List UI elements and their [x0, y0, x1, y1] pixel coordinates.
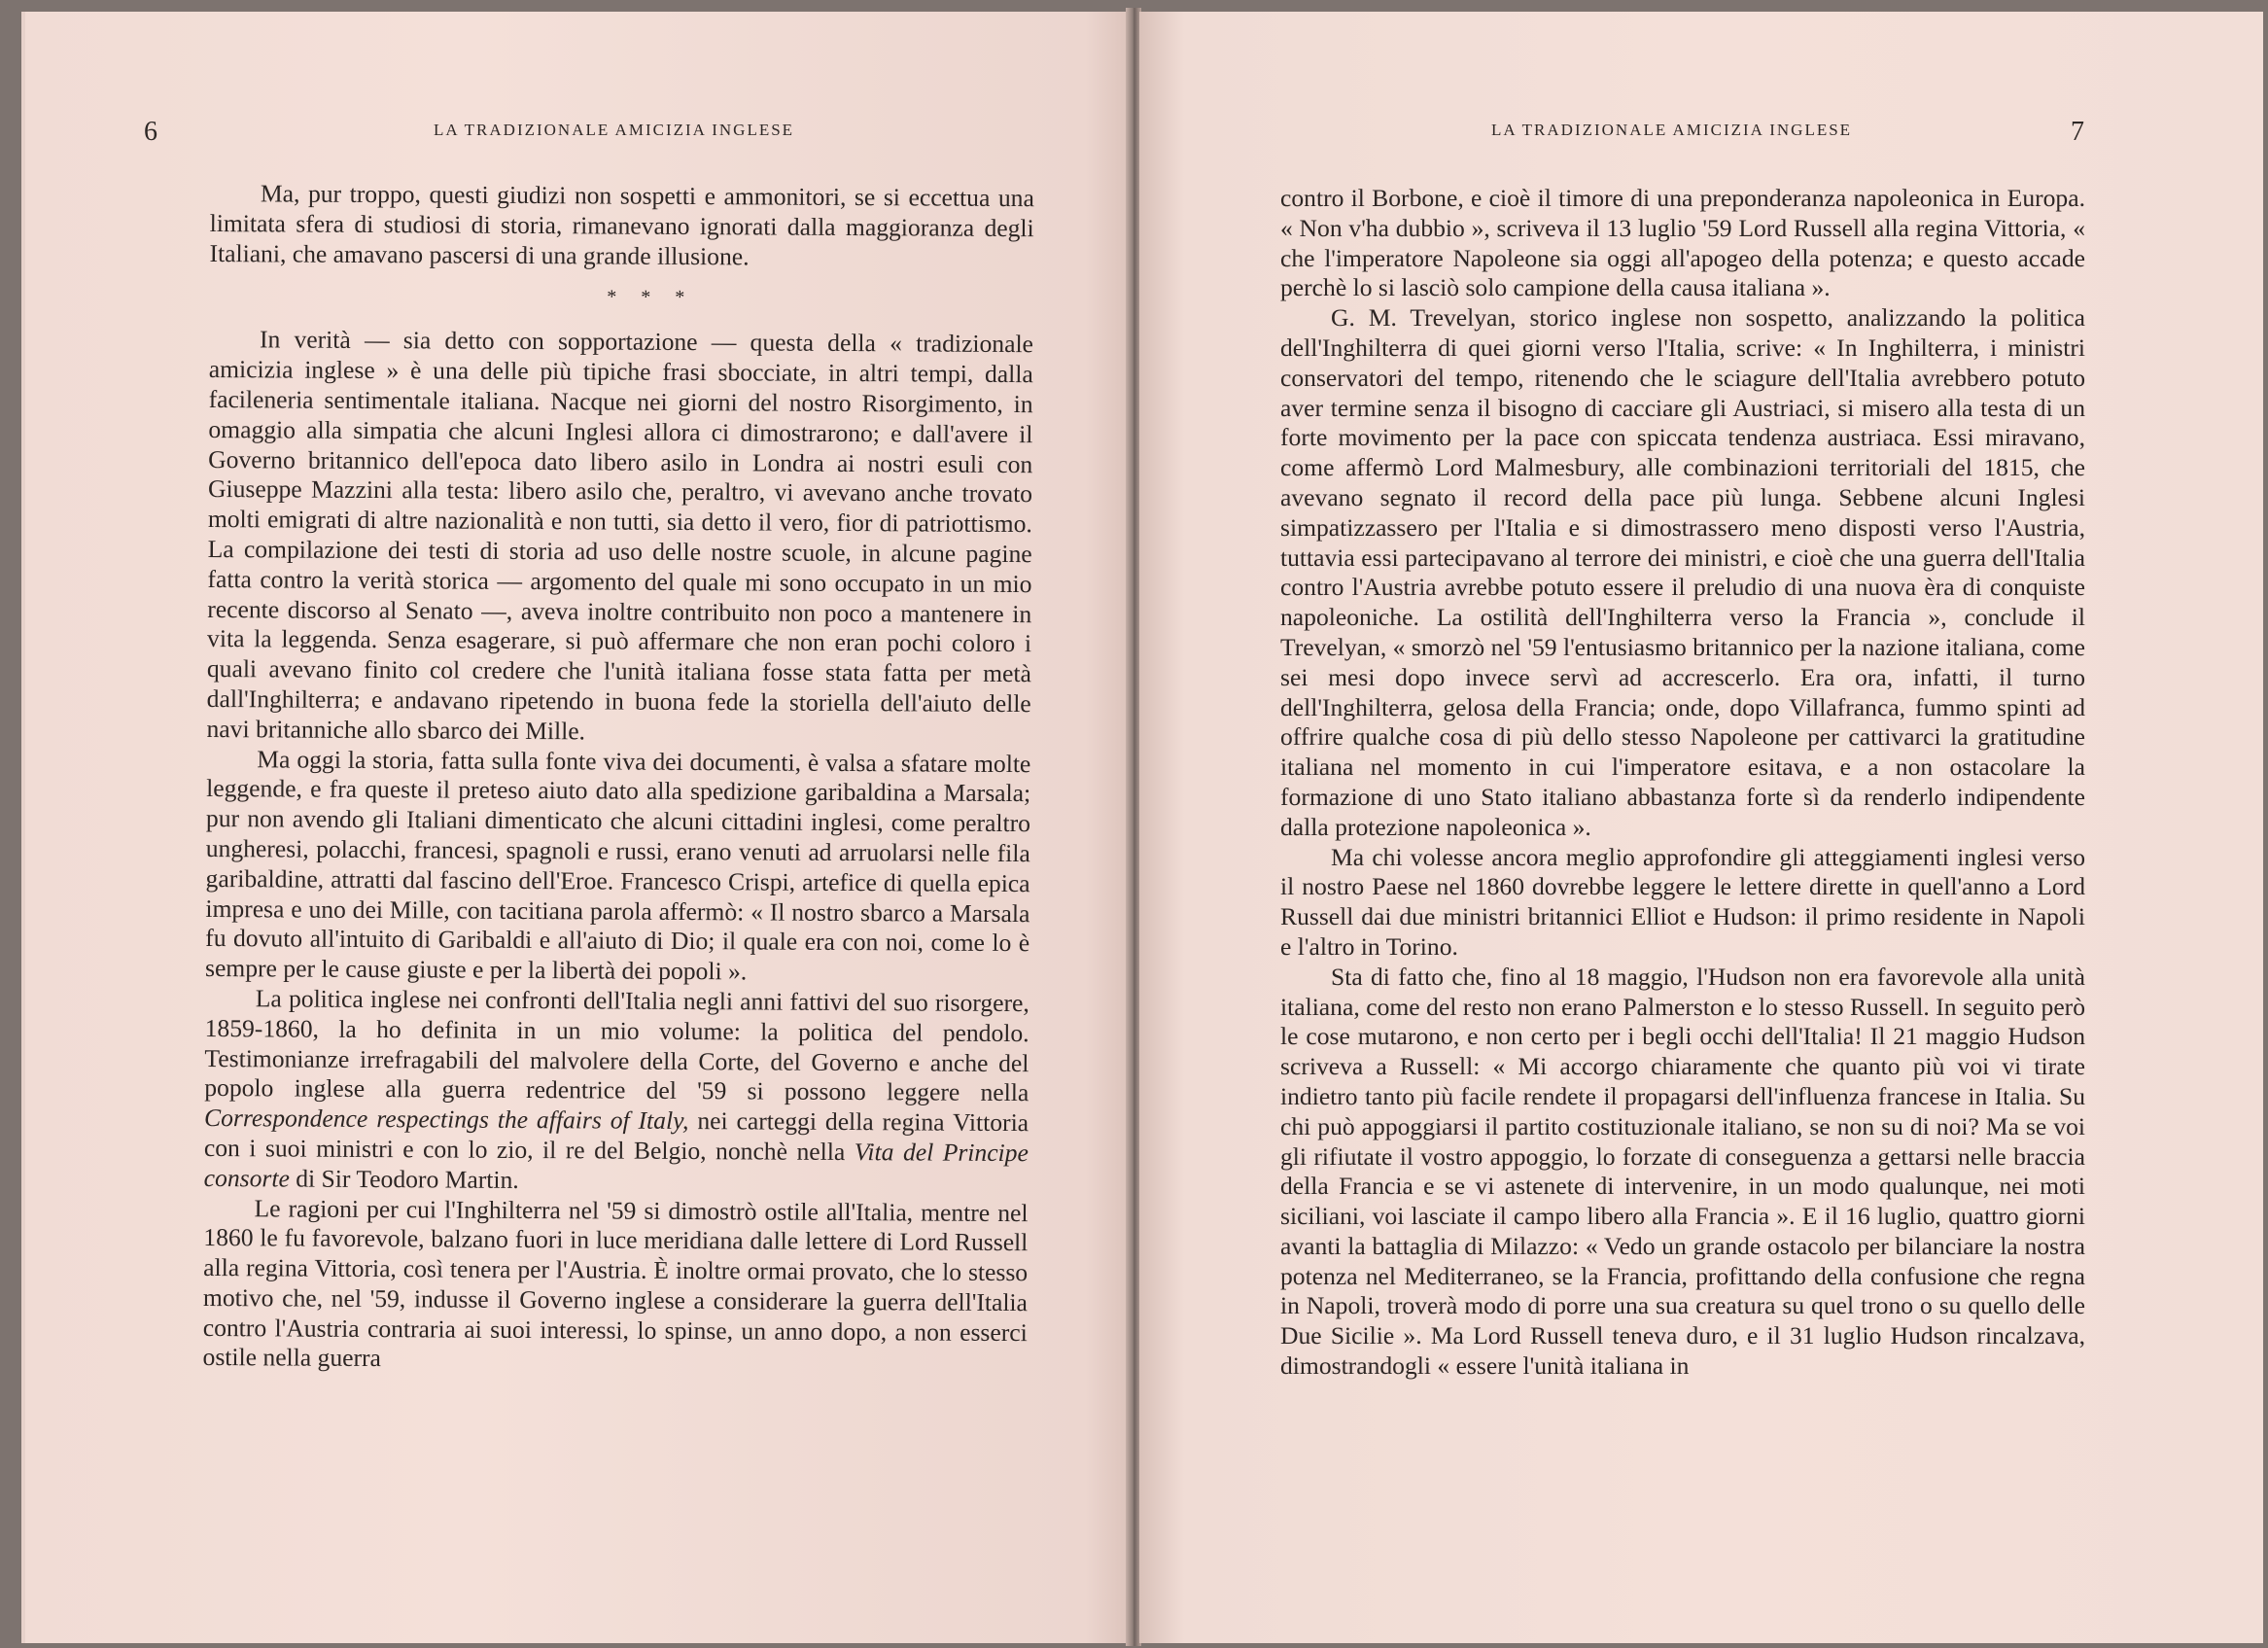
paragraph: G. M. Trevelyan, storico inglese non sospetto, analizzando la politica dell'Inghilterra di quei giorni verso l'Italia, scrive: « In Inghilterra, i ministri conservatori del tempo, ritenendo che le sciagure dell'Italia avrebbero potuto aver termine senza il bisogno di cacciare gli Austriaci, si misero alla testa di un forte movimento per la pace con spiccata tendenza austriaca. Essi miravano, come affermò Lord Malmesbury, alle combinazioni territoriali del 1815, che avevano segnato il record della pace più lunga. Sebbene alcuni Inglesi simpatizzassero per l'Italia e si dimostrassero meno disposti verso l'Austria, tuttavia essi partecipavano al terrore dei ministri, e cioè che una guerra dell'Italia contro l'Austria avrebbe potuto essere il preludio di una nuova èra di conquiste napoleoniche. La ostilità dell'Inghilterra verso la Francia », conclude il Trevelyan, « smorzò nel '59 l'entusiasmo britannico per la nazione italiana, come sei mesi dopo invece servì ad accrescerlo. Era ora, infatti, il turno dell'Inghilterra, gelosa della Francia; onde, dopo Villafranca, fummo spinti ad offrire qualche cosa di più dello stesso Napoleone per cattivarci la gratitudine italiana nel momento in cui l'imperatore esitava, e a non ostacolare la formazione di uno Stato italiano abbastanza forte sì da renderlo indipendente dalla protezione napoleonica ». [1280, 303, 2085, 841]
paragraph-text: nei carteggi della regina Vittoria con i suoi ministri e con lo zio, il re del Belgio, nonchè nella [203, 1106, 1029, 1166]
left-page [21, 12, 1130, 1643]
paragraph: Sta di fatto che, fino al 18 maggio, l'Hudson non era favorevole alla unità italiana, come del resto non erano Palmerston e lo stesso Russell. In seguito però le cose mutarono, e non certo per i begli occhi dell'Italia! Il 21 maggio Hudson scriveva a Russell: « Mi accorgo chiaramente che quanto più voi vi tirate indietro tanto più facile rendete il propagarsi dell'influenza francese in Italia. Su chi può appoggiarsi il partito costituzionale italiano, se non su di noi? Ma se voi gli rifiutate il vostro appoggio, lo forzate di conseguenza a gettarsi nelle braccia della Francia e se vi astenete di intervenire, in un modo qualunque, nei moti siciliani, voi lasciate il campo libero alla Francia ». E il 16 luglio, quattro giorni avanti la battaglia di Milazzo: « Vedo un grande ostacolo per bilanciare la nostra potenza nel Mediterraneo, se la Francia, profittando della confusione che regna in Napoli, troverà modo di porre una sua creatura su quel trono o su quello delle Due Sicilie ». Ma Lord Russell teneva duro, e il 31 luglio Hudson rincalzava, dimostrandogli « essere l'unità italiana in [1280, 962, 2085, 1381]
paragraph: In verità — sia detto con sopportazione — questa della « tradizionale amicizia inglese » è una delle più tipiche frasi sbocciate, in altri tempi, dalla facileneria sentimentale italiana. Nacque nei giorni del nostro Risorgimento, in omaggio alla simpatia che alcuni Inglesi allora ci dimostrarono; e dall'avere il Governo britannico dell'epoca dato libero asilo in Londra ai nostri esuli con Giuseppe Mazzini alla testa: libero asilo che, peraltro, vi avevano anche trovato molti emigrati di altre nazionalità e non tutti, sia detto il vero, fior di patriottismo. La compilazione dei testi di storia ad uso delle nostre scuole, in alcune pagine fatta contro la verità storica — argomento del quale mi sono occupato in un mio recente discorso al Senato —, aveva inoltre contribuito non poco a mantenere in vita la leggenda. Senza esagerare, si può affermare che non eran pochi coloro i quali avevano finito col credere che l'unità italiana fosse stata fatta per metà dall'Inghilterra; e andavano ripetendo in buona fede la storiella dell'aiuto delle navi britanniche allo sbarco dei Mille. [206, 325, 1034, 746]
page-number: 6 [144, 117, 157, 147]
running-head: LA TRADIZIONALE AMICIZIA INGLESE [434, 121, 795, 139]
running-head: LA TRADIZIONALE AMICIZIA INGLESE [1491, 121, 1853, 139]
right-page [1139, 12, 2263, 1643]
paragraph: contro il Borbone, e cioè il timore di una preponderanza napoleonica in Europa. « Non v'ha dubbio », scriveva il 13 luglio '59 Lord Russell alla regina Vittoria, « che l'imperatore Napoleone sia oggi all'apogeo della potenza; e questo accade perchè lo si lasciò solo campione della causa italiana ». [1280, 184, 2085, 302]
section-separator: * * * [607, 286, 695, 309]
left-text-block [202, 179, 1033, 1378]
paragraph: Ma, pur troppo, questi giudizi non sospetti e ammonitori, se si eccettua una limitata sfera di studiosi di storia, rimanevano ignorati dalla maggioranza degli Italiani, che amavano pascersi di una grande illusione. [209, 179, 1034, 270]
right-text-block [1280, 184, 2085, 1382]
paragraph-text: di Sir Teodoro Martin. [289, 1164, 519, 1194]
paragraph: Le ragioni per cui l'Inghilterra nel '59 si dimostrò ostile all'Italia, mentre nel 1860 le fu favorevole, balzano fuori in luce meridiana dalle lettere di Lord Russell alla regina Vittoria, così tenera per l'Austria. È inoltre ormai provato, che lo stesso motivo che, nel '59, indusse il Governo inglese a considerare la guerra dell'Italia contro l'Austria contraria ai suoi interessi, lo spinse, un anno dopo, a non esserci ostile nella guerra [202, 1193, 1029, 1373]
page-number: 7 [2071, 117, 2084, 147]
paragraph: Ma oggi la storia, fatta sulla fonte viva dei documenti, è valsa a sfatare molte leggende, e fra queste il preteso aiuto dato alla spedizione garibaldina a Marsala; pur non avendo gli Italiani dimenticato che alcuni cittadini inglesi, come peraltro ungheresi, polacchi, francesi, spagnoli e russi, erano venuti ad arruolarsi nelle fila garibaldine, attratti dal fascino dell'Eroe. Francesco Crispi, artefice di quella epica impresa e uno dei Mille, con tacitiana parola affermò: « Il nostro sbarco a Marsala fu dovuto all'intuito di Garibaldi e all'aiuto di Dio; il quale era con noi, come lo è sempre per le cause giuste e per la libertà dei popoli ». [204, 744, 1031, 986]
italic-title: Correspondence respectings the affairs of Italy, [204, 1104, 689, 1136]
paragraph: Ma chi volesse ancora meglio approfondire gli atteggiamenti inglesi verso il nostro Paese nel 1860 dovrebbe leggere le lettere dirette in quell'anno a Lord Russell dai due ministri britannici Elliot e Hudson: il primo residente in Napoli e l'altro in Torino. [1280, 842, 2085, 961]
paragraph-politica [204, 984, 1029, 1199]
paragraph-text: La politica inglese nei confronti dell'Italia negli anni fattivi del suo risorgere, 1859-1860, la ho definita in un mio volume: la politica del pendolo. Testimonianze irrefragabili del malvolere della Corte, del Governo e anche del popolo inglese alla guerra redentrice del '59 si possono leggere nella [204, 984, 1029, 1107]
italic-title: Vita del Principe consorte [203, 1137, 1029, 1193]
